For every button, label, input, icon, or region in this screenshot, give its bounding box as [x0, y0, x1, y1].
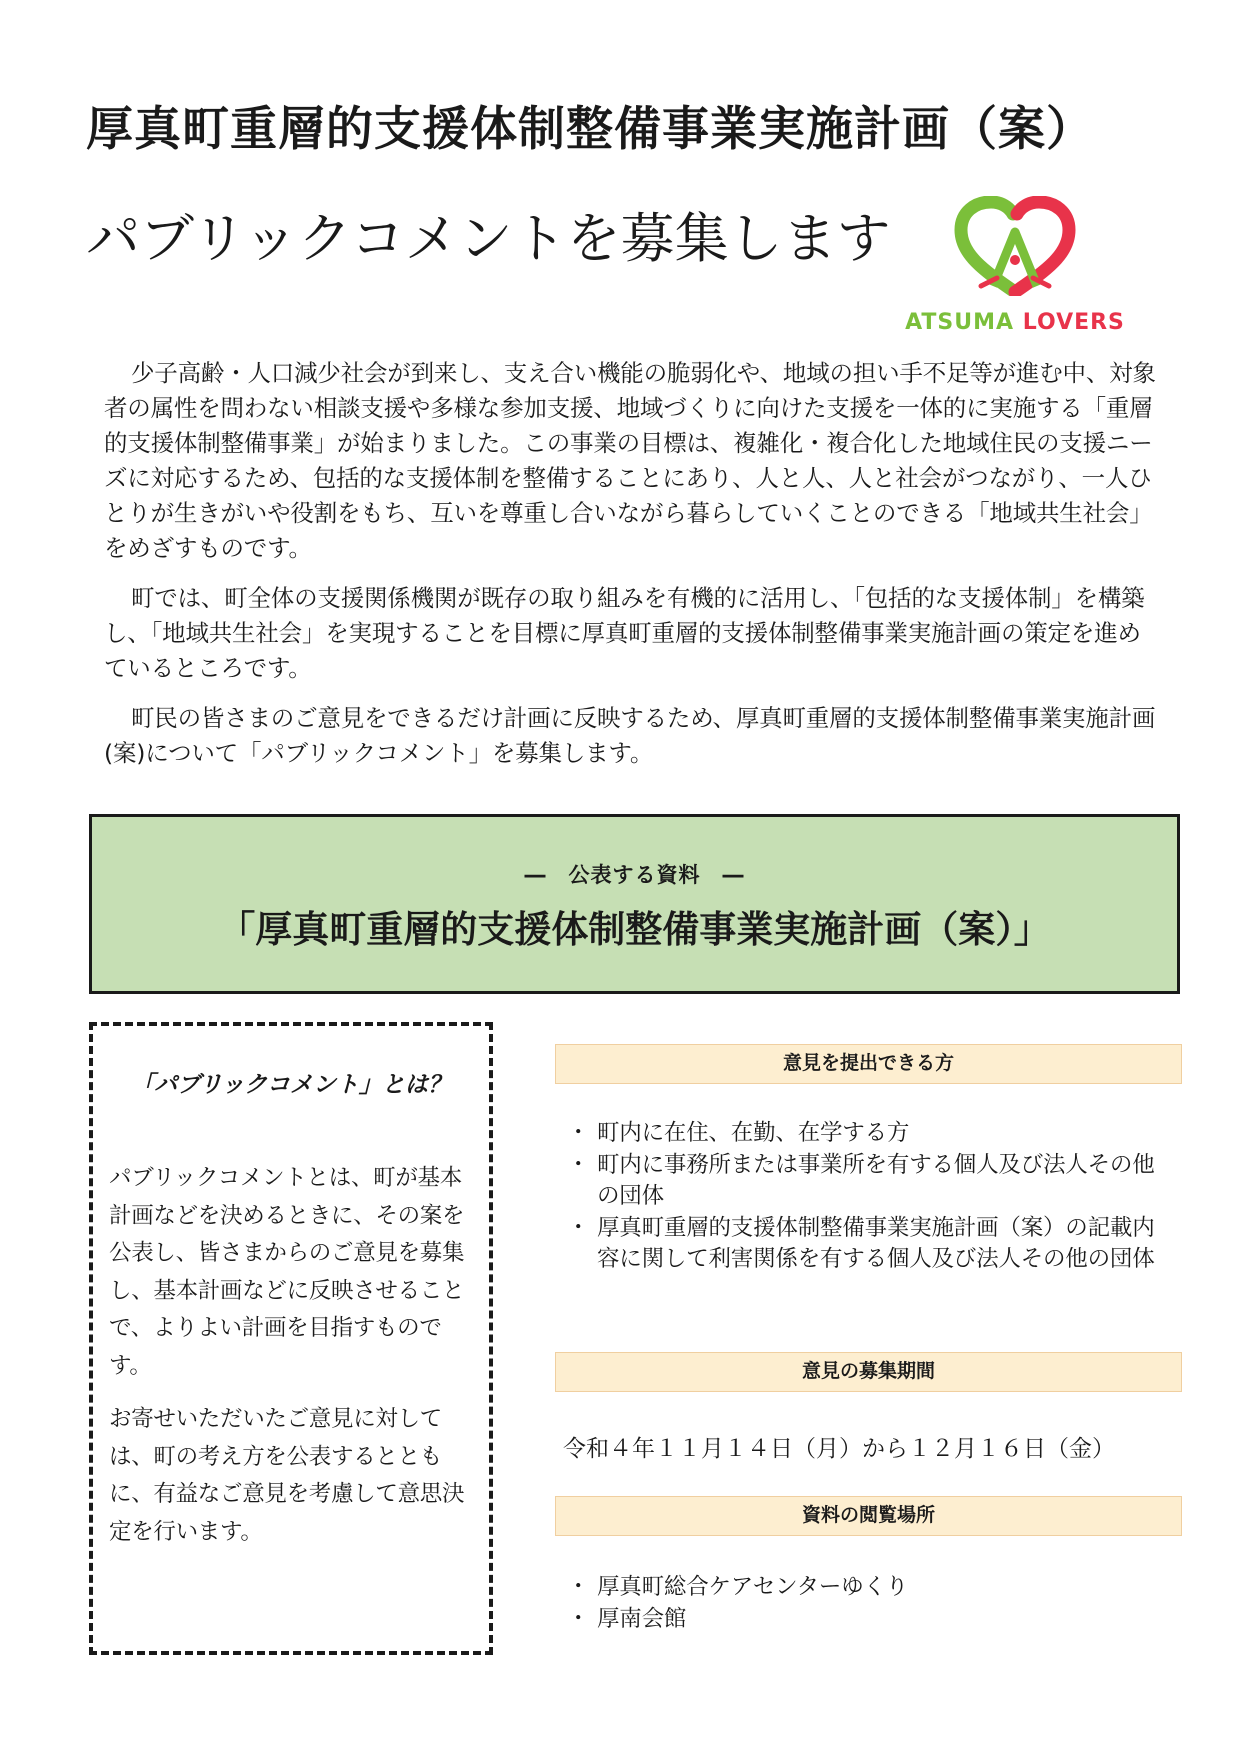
- logo-text-lovers: LOVERS: [1022, 310, 1125, 335]
- locations-list: [575, 1572, 1175, 1635]
- intro-paragraph-3: 町民の皆さまのご意見をできるだけ計画に反映するため、厚真町重層的支援体制整備事業実施計画(案)について「パブリックコメント」を募集します。: [104, 704, 1156, 767]
- intro-paragraph-1: 少子高齢・人口減少社会が到来し、支え合い機能の脆弱化や、地域の担い手不足等が進む中、対象者の属性を問わない相談支援や多様な参加支援、地域づくりに向けた支援を一体的に実施する「重層的支援体制整備事業」が始まりました。この事業の目標は、複雑化・複合化した地域住民の支援ニーズに対応するため、包括的な支援体制を整備することにあり、人と人、人と社会がつながり、一人ひとりが生きがいや役割をもち、互いを尊重し合いながら暮らしていくことのできる「地域共生社会」をめざすものです。: [104, 359, 1156, 562]
- published-material-box: [89, 814, 1180, 994]
- logo-text-atsuma: ATSUMA: [905, 310, 1023, 335]
- list-item: ・ 厚真町重層的支援体制整備事業実施計画（案）の記載内容に関して利害関係を有する個人及び法人その他の団体: [575, 1213, 1175, 1276]
- locations-heading: 資料の閲覧場所: [555, 1496, 1182, 1536]
- published-material-title: 「厚真町重層的支援体制整備事業実施計画（案）」: [218, 908, 1051, 951]
- logo-text: [905, 310, 1125, 335]
- what-is-heading: 「パブリックコメント」とは？: [131, 1072, 451, 1098]
- list-item: ・ 町内に事務所または事業所を有する個人及び法人その他の団体: [575, 1150, 1175, 1213]
- page-subtitle: パブリックコメントを募集します: [86, 207, 891, 270]
- atsuma-lovers-heart-a-icon: [953, 196, 1077, 296]
- eligible-heading: 意見を提出できる方: [555, 1044, 1182, 1084]
- intro-paragraph-2: 町では、町全体の支援関係機関が既存の取り組みを有機的に活用し、「包括的な支援体制」を構築し、「地域共生社会」を実現することを目標に厚真町重層的支援体制整備事業実施計画の策定を進めているところです。: [104, 584, 1145, 682]
- eligible-list: [575, 1118, 1175, 1276]
- list-item: ・ 町内に在住、在勤、在学する方: [575, 1118, 1175, 1150]
- atsuma-lovers-logo: [905, 196, 1125, 346]
- what-is-paragraph-1: パブリックコメントとは、町が基本計画などを決めるときに、その案を公表し、皆さまからのご意見を募集し、基本計画などに反映させることで、よりよい計画を目指すものです。: [109, 1165, 465, 1379]
- intro-text: [104, 356, 1164, 786]
- list-item: ・ 厚南会館: [575, 1604, 1175, 1636]
- period-heading: 意見の募集期間: [555, 1352, 1182, 1392]
- published-material-label: ― 公表する資料 ―: [524, 863, 745, 887]
- what-is-public-comment-box: [89, 1022, 493, 1655]
- what-is-body: [109, 1160, 479, 1567]
- list-item: ・ 厚真町総合ケアセンターゆくり: [575, 1572, 1175, 1604]
- page-title: 厚真町重層的支援体制整備事業実施計画（案）: [86, 102, 1094, 157]
- what-is-paragraph-2: お寄せいただいたご意見に対しては、町の考え方を公表するとともに、有益なご意見を考慮して意思決定を行います。: [109, 1406, 465, 1545]
- period-text: 令和４年１１月１４日（月）から１２月１６日（金）: [563, 1436, 1115, 1462]
